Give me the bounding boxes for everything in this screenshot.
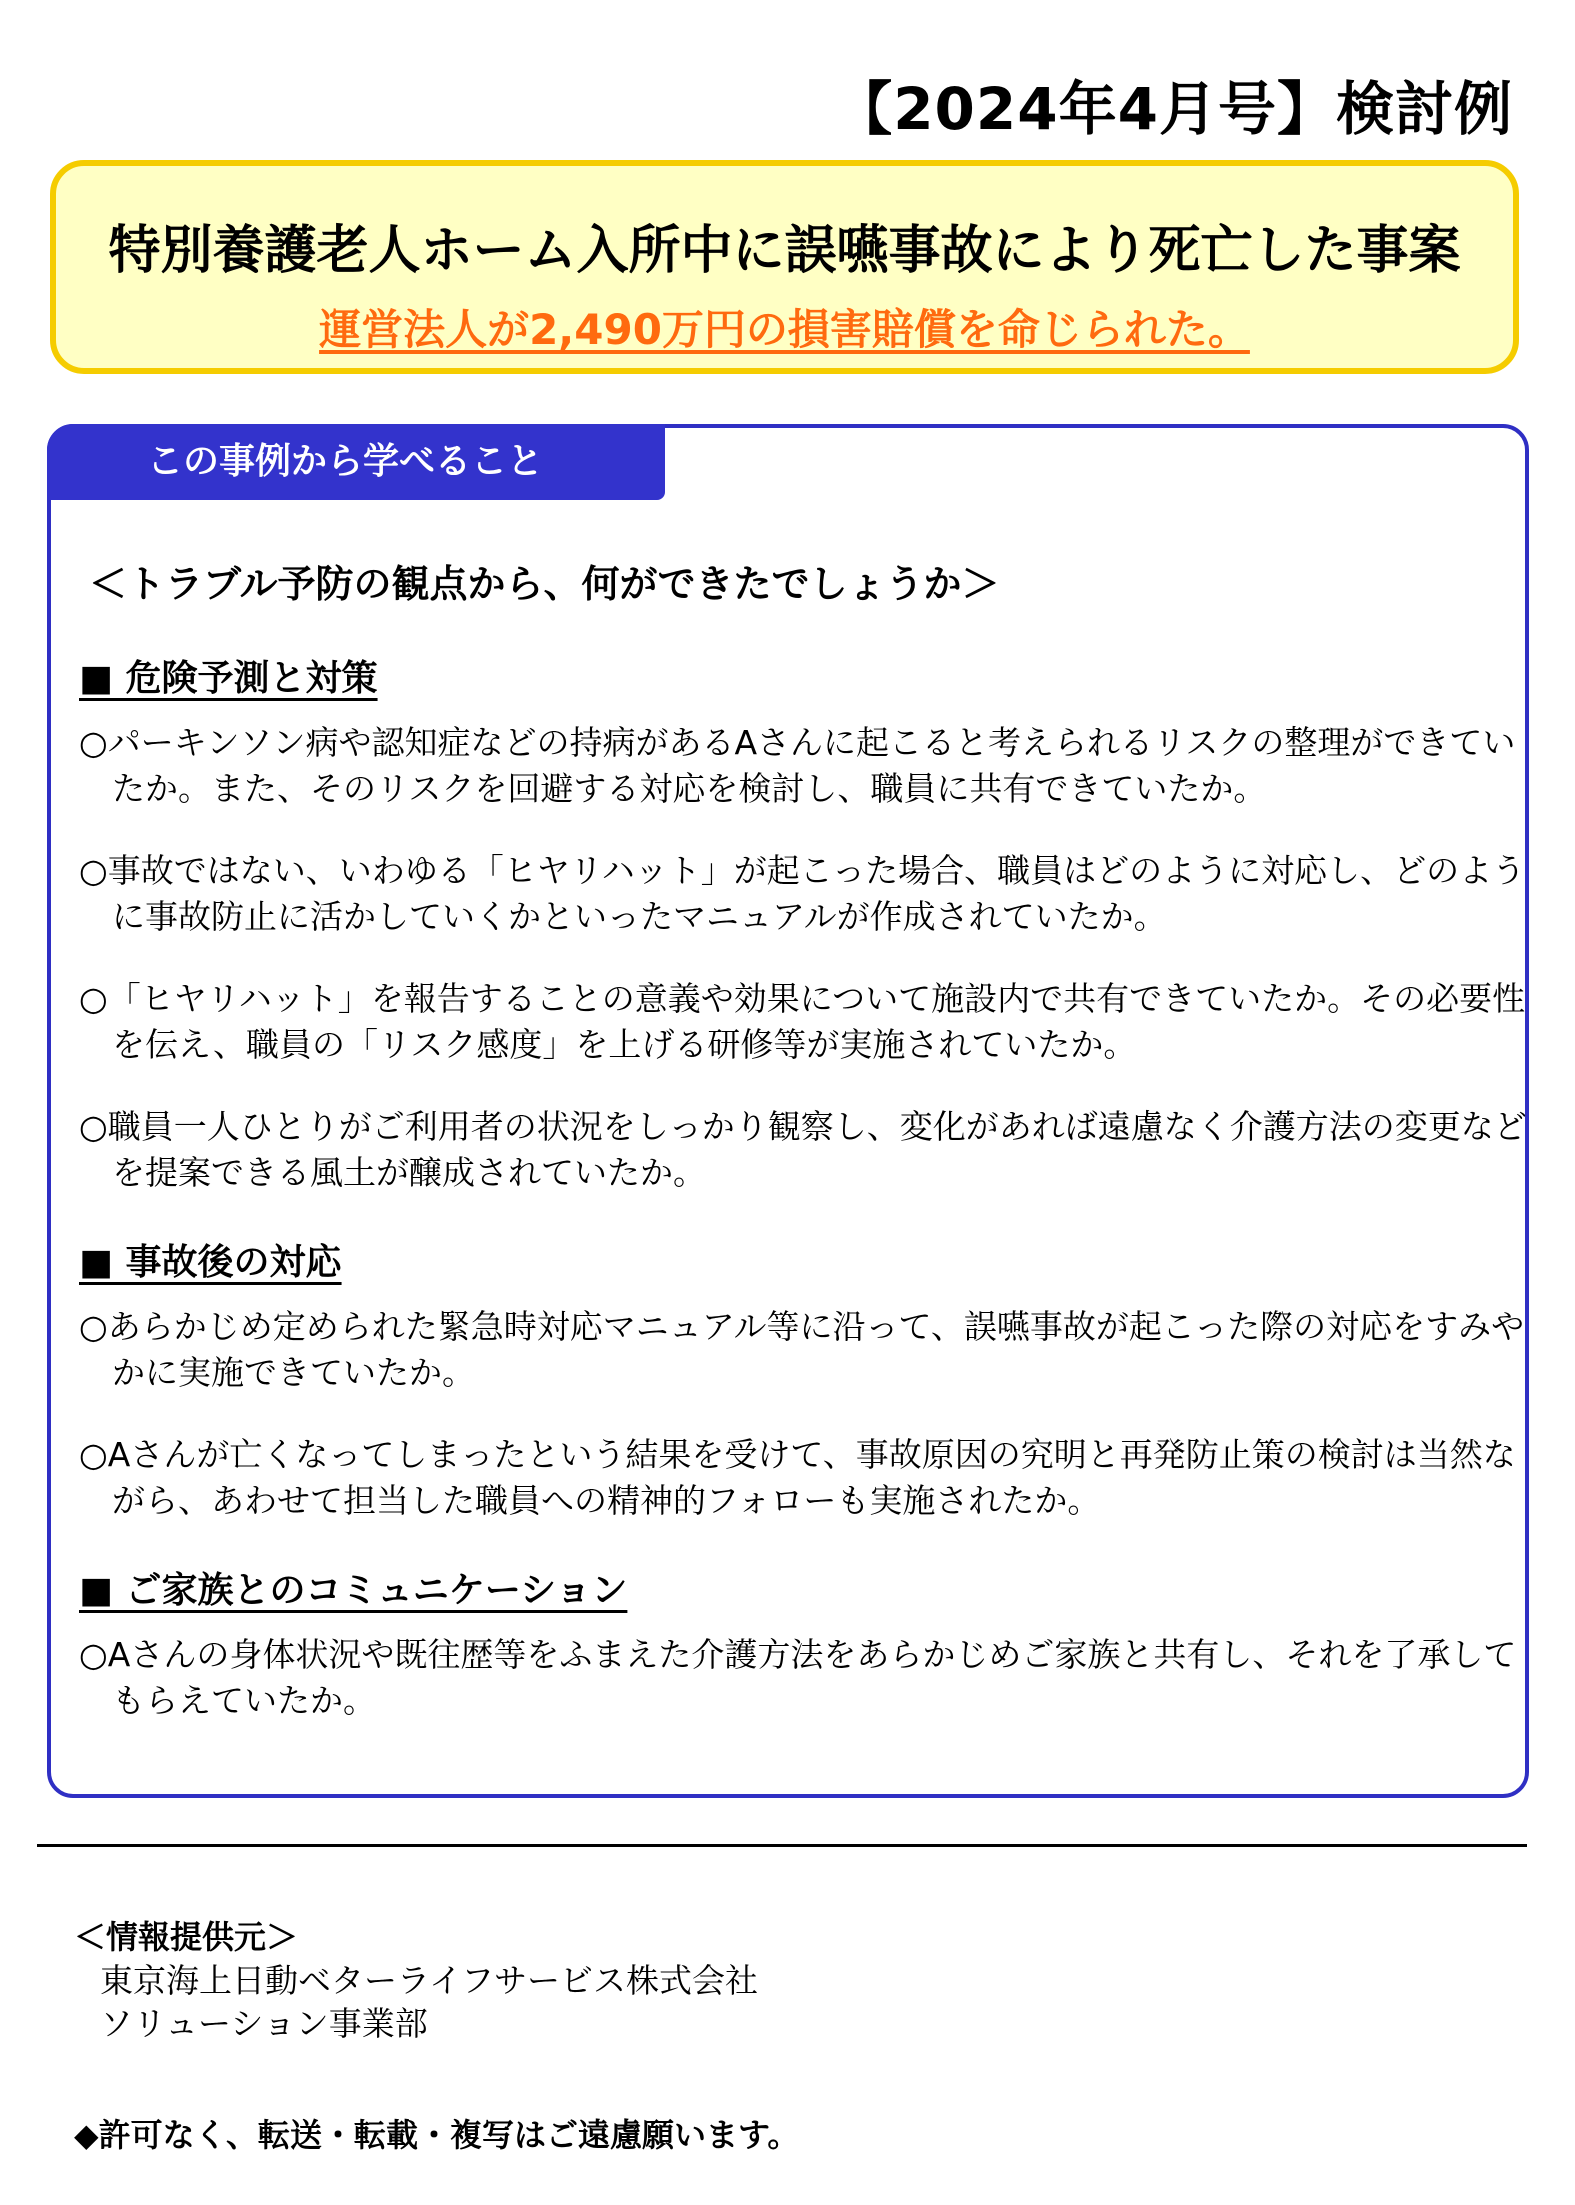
headline-subtitle: 運営法人が2,490万円の損害賠償を命じられた。	[319, 305, 1250, 354]
list-item: ○「ヒヤリハット」を報告することの意義や効果について施設内で共有できていたか。その必要性を伝え、職員の「リスク感度」を上げる研修等が実施されていたか。	[79, 979, 1526, 1064]
source-company: 東京海上日動ベターライフサービス株式会社	[100, 1961, 759, 2000]
list-item: ○事故ではない、いわゆる「ヒヤリハット」が起こった場合、職員はどのように対応し、どのように事故防止に活かしていくかといったマニュアルが作成されていたか。	[79, 851, 1526, 936]
list-item: ○Aさんが亡くなってしまったという結果を受けて、事故原因の究明と再発防止策の検討は当然ながら、あわせて担当した職員への精神的フォローも実施されたか。	[79, 1435, 1516, 1520]
list-item: ○あらかじめ定められた緊急時対応マニュアル等に沿って、誤嚥事故が起こった際の対応をすみやかに実施できていたか。	[79, 1307, 1525, 1392]
section-heading-after-accident: ■ 事故後の対応	[79, 1242, 342, 1283]
section-heading-risk: ■ 危険予測と対策	[79, 658, 378, 699]
source-department: ソリューション事業部	[100, 2004, 428, 2043]
headline-box	[50, 160, 1519, 374]
headline-title: 特別養護老人ホーム入所中に誤嚥事故により死亡した事案	[108, 221, 1461, 281]
source-heading: ＜情報提供元＞	[74, 1918, 299, 1956]
lessons-question: ＜トラブル予防の観点から、何ができたでしょうか＞	[89, 562, 1000, 606]
issue-title: 【2024年4月号】検討例	[834, 75, 1513, 143]
divider	[37, 1844, 1527, 1847]
lessons-panel	[47, 424, 1529, 1798]
copyright-notice: ◆許可なく、転送・転載・複写はご遠慮願います。	[74, 2116, 800, 2154]
list-item: ○職員一人ひとりがご利用者の状況をしっかり観察し、変化があれば遠慮なく介護方法の変更などを提案できる風土が醸成されていたか。	[79, 1107, 1527, 1192]
section-heading-family: ■ ご家族とのコミュニケーション	[79, 1570, 628, 1611]
list-item: ○Aさんの身体状況や既往歴等をふまえた介護方法をあらかじめご家族と共有し、それを了承してもらえていたか。	[79, 1635, 1517, 1720]
lessons-tab: この事例から学べること	[47, 424, 665, 500]
list-item: ○パーキンソン病や認知症などの持病があるAさんに起こると考えられるリスクの整理ができていたか。また、そのリスクを回避する対応を検討し、職員に共有できていたか。	[79, 723, 1516, 808]
